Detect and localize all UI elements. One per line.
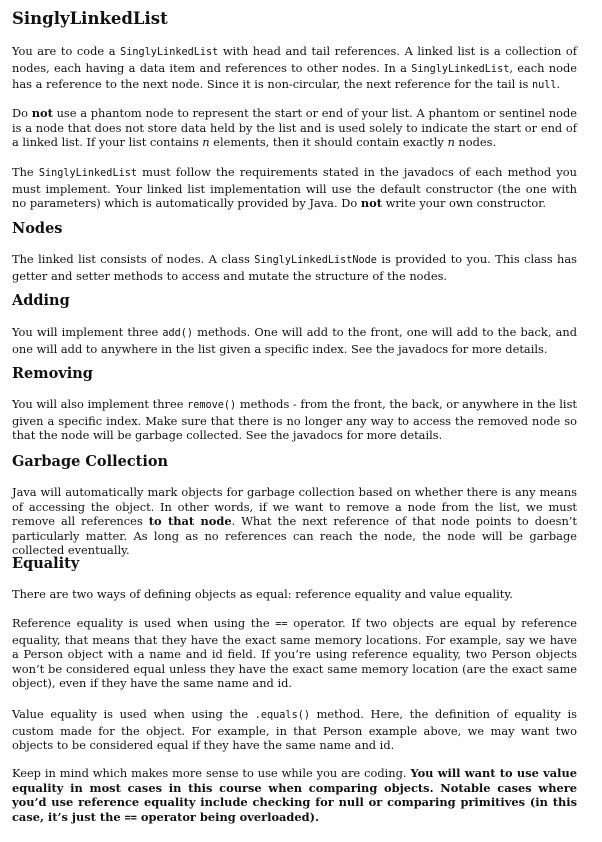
section-heading-garbage-collection: Garbage Collection (12, 453, 169, 470)
intro-paragraph-1: You are to code a SinglyLinkedList with head and tail references. A linked list is a collection of nodes, each having a data item and references to other nodes. In a SinglyLinkedList, each node has a reference to the next node. Since it is non-circular, the next reference for the tail is null. (12, 44, 578, 92)
intro-paragraph-2: Do not use a phantom node to represent the start or end of your list. A phantom or sentinel node is a node that does not store data held by the list and is used solely to indicate the start or end of a linked list. If your list contains n elements, then it should contain exactly n nodes. (12, 106, 577, 150)
intro-paragraph-3: The SinglyLinkedList must follow the requirements stated in the javadocs of each method you must implement. Your linked list implementation will use the default constructor (the one with no parameters) which is automatically provided by Java. Do not write your own constructor. (12, 165, 577, 211)
garbage-collection-paragraph: Java will automatically mark objects for garbage collection based on whether there is any means of accessing the object. In other words, if we want to remove a node from the list, we must remove all references to that node. What the next reference of that node points to doesn’t particularly matter. As long as no references can reach the node, the node will be garbage collected eventually. (12, 485, 578, 558)
nodes-paragraph: The linked list consists of nodes. A class SinglyLinkedListNode is provided to you. This class has getter and setter methods to access and mutate the structure of the nodes. (12, 252, 578, 283)
adding-paragraph: You will implement three add() methods. One will add to the front, one will add to the back, and one will add to anywhere in the list given a specific index. See the javadocs for more details. (12, 325, 577, 356)
section-heading-nodes: Nodes (12, 220, 63, 237)
equality-paragraph-4: Keep in mind which makes more sense to use while you are coding. You will want to use value equality in most cases in this course when comparing objects. Notable cases where you’d use reference equality include checking for null or comparing primitives (in this case, it’s just the == operator being overloaded). (12, 766, 577, 824)
page-title: SinglyLinkedList (12, 9, 168, 28)
section-heading-equality: Equality (12, 555, 80, 572)
removing-paragraph: You will also implement three remove() methods - from the front, the back, or anywhere in the list given a specific index. Make sure that there is no longer any way to access the removed node so that the node will be garbage collected. See the javadocs for more details. (12, 397, 577, 443)
equality-paragraph-2: Reference equality is used when using the == operator. If two objects are equal by reference equality, that means that they have the exact same memory locations. For example, say we have a Person object with a name and id field. If you’re using reference equality, two Person objects won’t be considered equal unless they have the exact same memory location (are the exact same object), even if they have the same name and id. (12, 616, 577, 691)
equality-paragraph-1: There are two ways of defining objects as equal: reference equality and value equality. (12, 587, 513, 601)
equality-paragraph-3: Value equality is used when using the .equals() method. Here, the definition of equality is custom made for the object. For example, in that Person example above, we may want two objects to be considered equal if they have the same name and id. (12, 707, 578, 753)
section-heading-removing: Removing (12, 365, 93, 382)
section-heading-adding: Adding (12, 292, 70, 309)
